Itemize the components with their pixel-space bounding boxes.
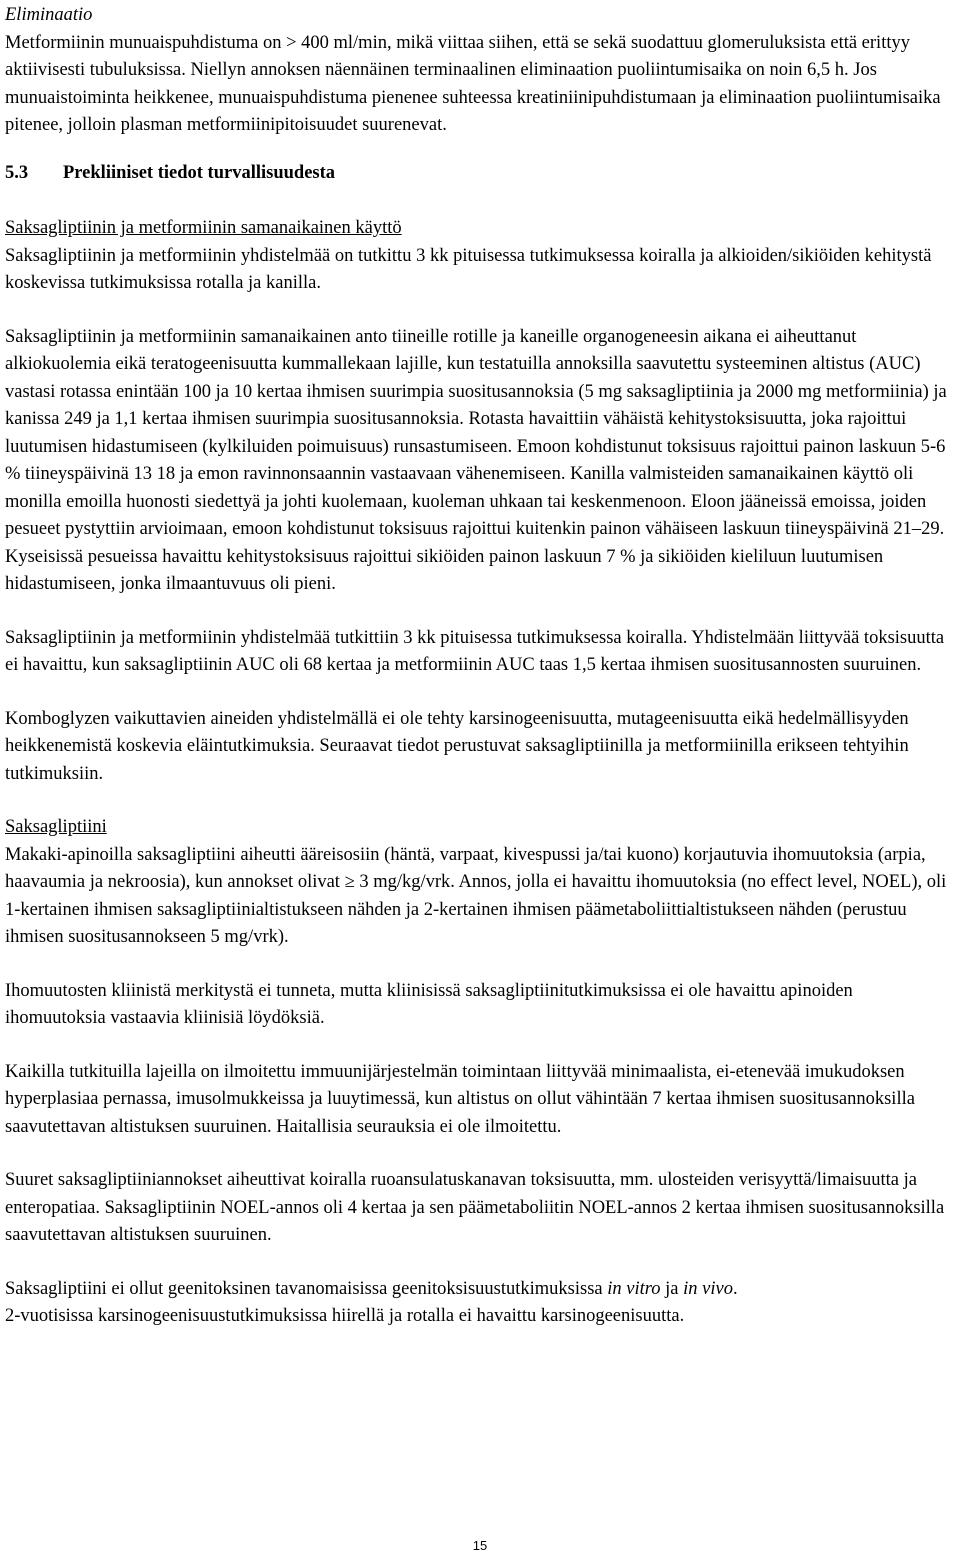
saxagliptin-paragraph-5 — [5, 1276, 955, 1304]
genotox-text-mid: ja — [660, 1278, 684, 1299]
combined-paragraph-3: Saksagliptiinin ja metformiinin yhdistelmää tutkittiin 3 kk pituisessa tutkimuksessa koiralla. Yhdistelmään liittyvää toksisuutta ei havaittu, kun saksagliptiinin AUC oli 68 kertaa ja metformiinin AUC taas 1,5 kertaa ihmisen suositusannosten suuruinen. — [5, 627, 945, 675]
section-title: Prekliiniset tiedot turvallisuudesta — [63, 162, 336, 183]
elimination-heading: Eliminaatio — [5, 5, 93, 25]
saxagliptin-paragraph-3: Kaikilla tutkituilla lajeilla on ilmoitettu immuunijärjestelmän toimintaan liittyvää minimaalista, ei-etenevää imukudoksen hyperplasiaa pernassa, imusolmukkeissa ja luuytimessä, kun altistus on ollut vähintään 7 kertaa ihmisen suositusannoksilla saavutettavan altistuksen suuruinen. Haitallisia seurauksia ei ole ilmoitettu. — [5, 1061, 915, 1137]
combined-use-heading: Saksagliptiinin ja metformiinin samanaikainen käyttö — [5, 218, 402, 238]
page-number: 15 — [472, 1538, 488, 1553]
combined-paragraph-4: Komboglyzen vaikuttavien aineiden yhdistelmällä ei ole tehty karsinogeenisuutta, mutageenisuutta eikä hedelmällisyyden heikkenemistä koskevia eläintutkimuksia. Seuraavat tiedot perustuvat saksagliptiinilla ja metformiinilla erikseen tehtyihin tutkimuksiin. — [5, 708, 909, 784]
elimination-paragraph: Metformiinin munuaispuhdistuma on > 400 ml/min, mikä viittaa siihen, että se sekä suodattuu glomeruluksista että erittyy aktiivisesti tubuluksissa. Niellyn annoksen näennäinen terminaalinen eliminaation puoliintumisaika on noin 6,5 h. Jos munuaistoiminta heikkenee, munuaispuhdistuma pienenee suhteessa kreatiniinipuhdistumaan ja eliminaation puoliintumisaika pitenee, jolloin plasman metformiinipitoisuudet suurenevat. — [5, 32, 941, 135]
section-heading — [5, 160, 955, 188]
genotox-text-start: Saksagliptiini ei ollut geenitoksinen tavanomaisissa geenitoksisuustutkimuksissa — [5, 1278, 608, 1299]
saxagliptin-heading: Saksagliptiini — [5, 817, 107, 837]
section-number: 5.3 — [5, 162, 29, 183]
combined-paragraph-1: Saksagliptiinin ja metformiinin yhdistelmää on tutkittu 3 kk pituisessa tutkimuksessa koiralla ja alkioiden/sikiöiden kehitystä koskevissa tutkimuksissa rotalla ja kanilla. — [5, 245, 932, 293]
saxagliptin-paragraph-1: Makaki-apinoilla saksagliptiini aiheutti ääreisosiin (häntä, varpaat, kivespussi ja/tai kuono) korjautuvia ihomuutoksia (arpia, haavaumia ja nekroosia), kun annokset olivat ≥ 3 mg/kg/vrk. Annos, jolla ei havaittu ihomuutoksia (no effect level, NOEL), oli 1-kertainen ihmisen saksagliptiinialtistukseen nähden ja 2-kertainen ihmisen päämetaboliittialtistukseen nähden (perustuu ihmisen suositusannokseen 5 mg/vrk). — [5, 844, 947, 947]
combined-paragraph-2: Saksagliptiinin ja metformiinin samanaikainen anto tiineille rotille ja kaneille organogeneesin aikana ei aiheuttanut alkiokuolemia eikä teratogeenisuutta kummallekaan lajille, kun testatuilla annoksilla saavutettu systeeminen altistus (AUC) vastasi rotassa enintään 100 ja 10 kertaa ihmisen suurimpia suositusannoksia (5 mg saksagliptiinia ja 2000 mg metformiinia) ja kanissa 249 ja 1,1 kertaa ihmisen suurimpia suositusannoksia. Rotasta havaittiin vähäistä kehitystoksisuutta, joka rajoittui luutumisen hidastumiseen (kylkiluiden poimuisuus) runsastumiseen. Emoon kohdistunut toksisuus rajoittui painon laskuun 5-6 % tiineyspäivinä 13 18 ja emon ravinnonsaannin vastaavaan vähenemiseen. Kanilla valmisteiden samanaikainen käyttö oli monilla emoilla huonosti siedettyä ja johti kuolemaan, kuoleman uhkaan tai keskenmenoon. Eloon jääneissä emoissa, joiden pesueet pystyttiin arvioimaan, emoon kohdistunut toksisuus rajoittui kuitenkin painon vähäiseen laskuun tiineyspäivinä 21–29. Kyseisissä pesueissa havaittu kehitystoksisuus rajoittui sikiöiden painon laskuun 7 % ja sikiöiden kieliluun luutumisen hidastumiseen, jonka ilmaantuvuus oli pieni. — [5, 326, 947, 594]
document-body — [5, 2, 955, 1331]
saxagliptin-paragraph-4: Suuret saksagliptiiniannokset aiheuttivat koiralla ruoansulatuskanavan toksisuutta, mm. ulosteiden verisyyttä/limaisuutta ja enteropatiaa. Saksagliptiinin NOEL-annos oli 4 kertaa ja sen päämetaboliitin NOEL-annos 2 kertaa ihmisen suositusannoksilla saavutettavan altistuksen suuruinen. — [5, 1170, 945, 1245]
in-vivo-term: in vivo — [683, 1278, 733, 1299]
genotox-text-end: . — [732, 1278, 738, 1299]
saxagliptin-paragraph-6: 2-vuotisissa karsinogeenisuustutkimuksissa hiirellä ja rotalla ei havaittu karsinogeenisuutta. — [5, 1306, 685, 1326]
in-vitro-term: in vitro — [607, 1278, 661, 1299]
saxagliptin-paragraph-2: Ihomuutosten kliinistä merkitystä ei tunneta, mutta kliinisissä saksagliptiinitutkimuksissa ei ole havaittu apinoiden ihomuutoksia vastaavia kliinisiä löydöksiä. — [5, 980, 853, 1028]
